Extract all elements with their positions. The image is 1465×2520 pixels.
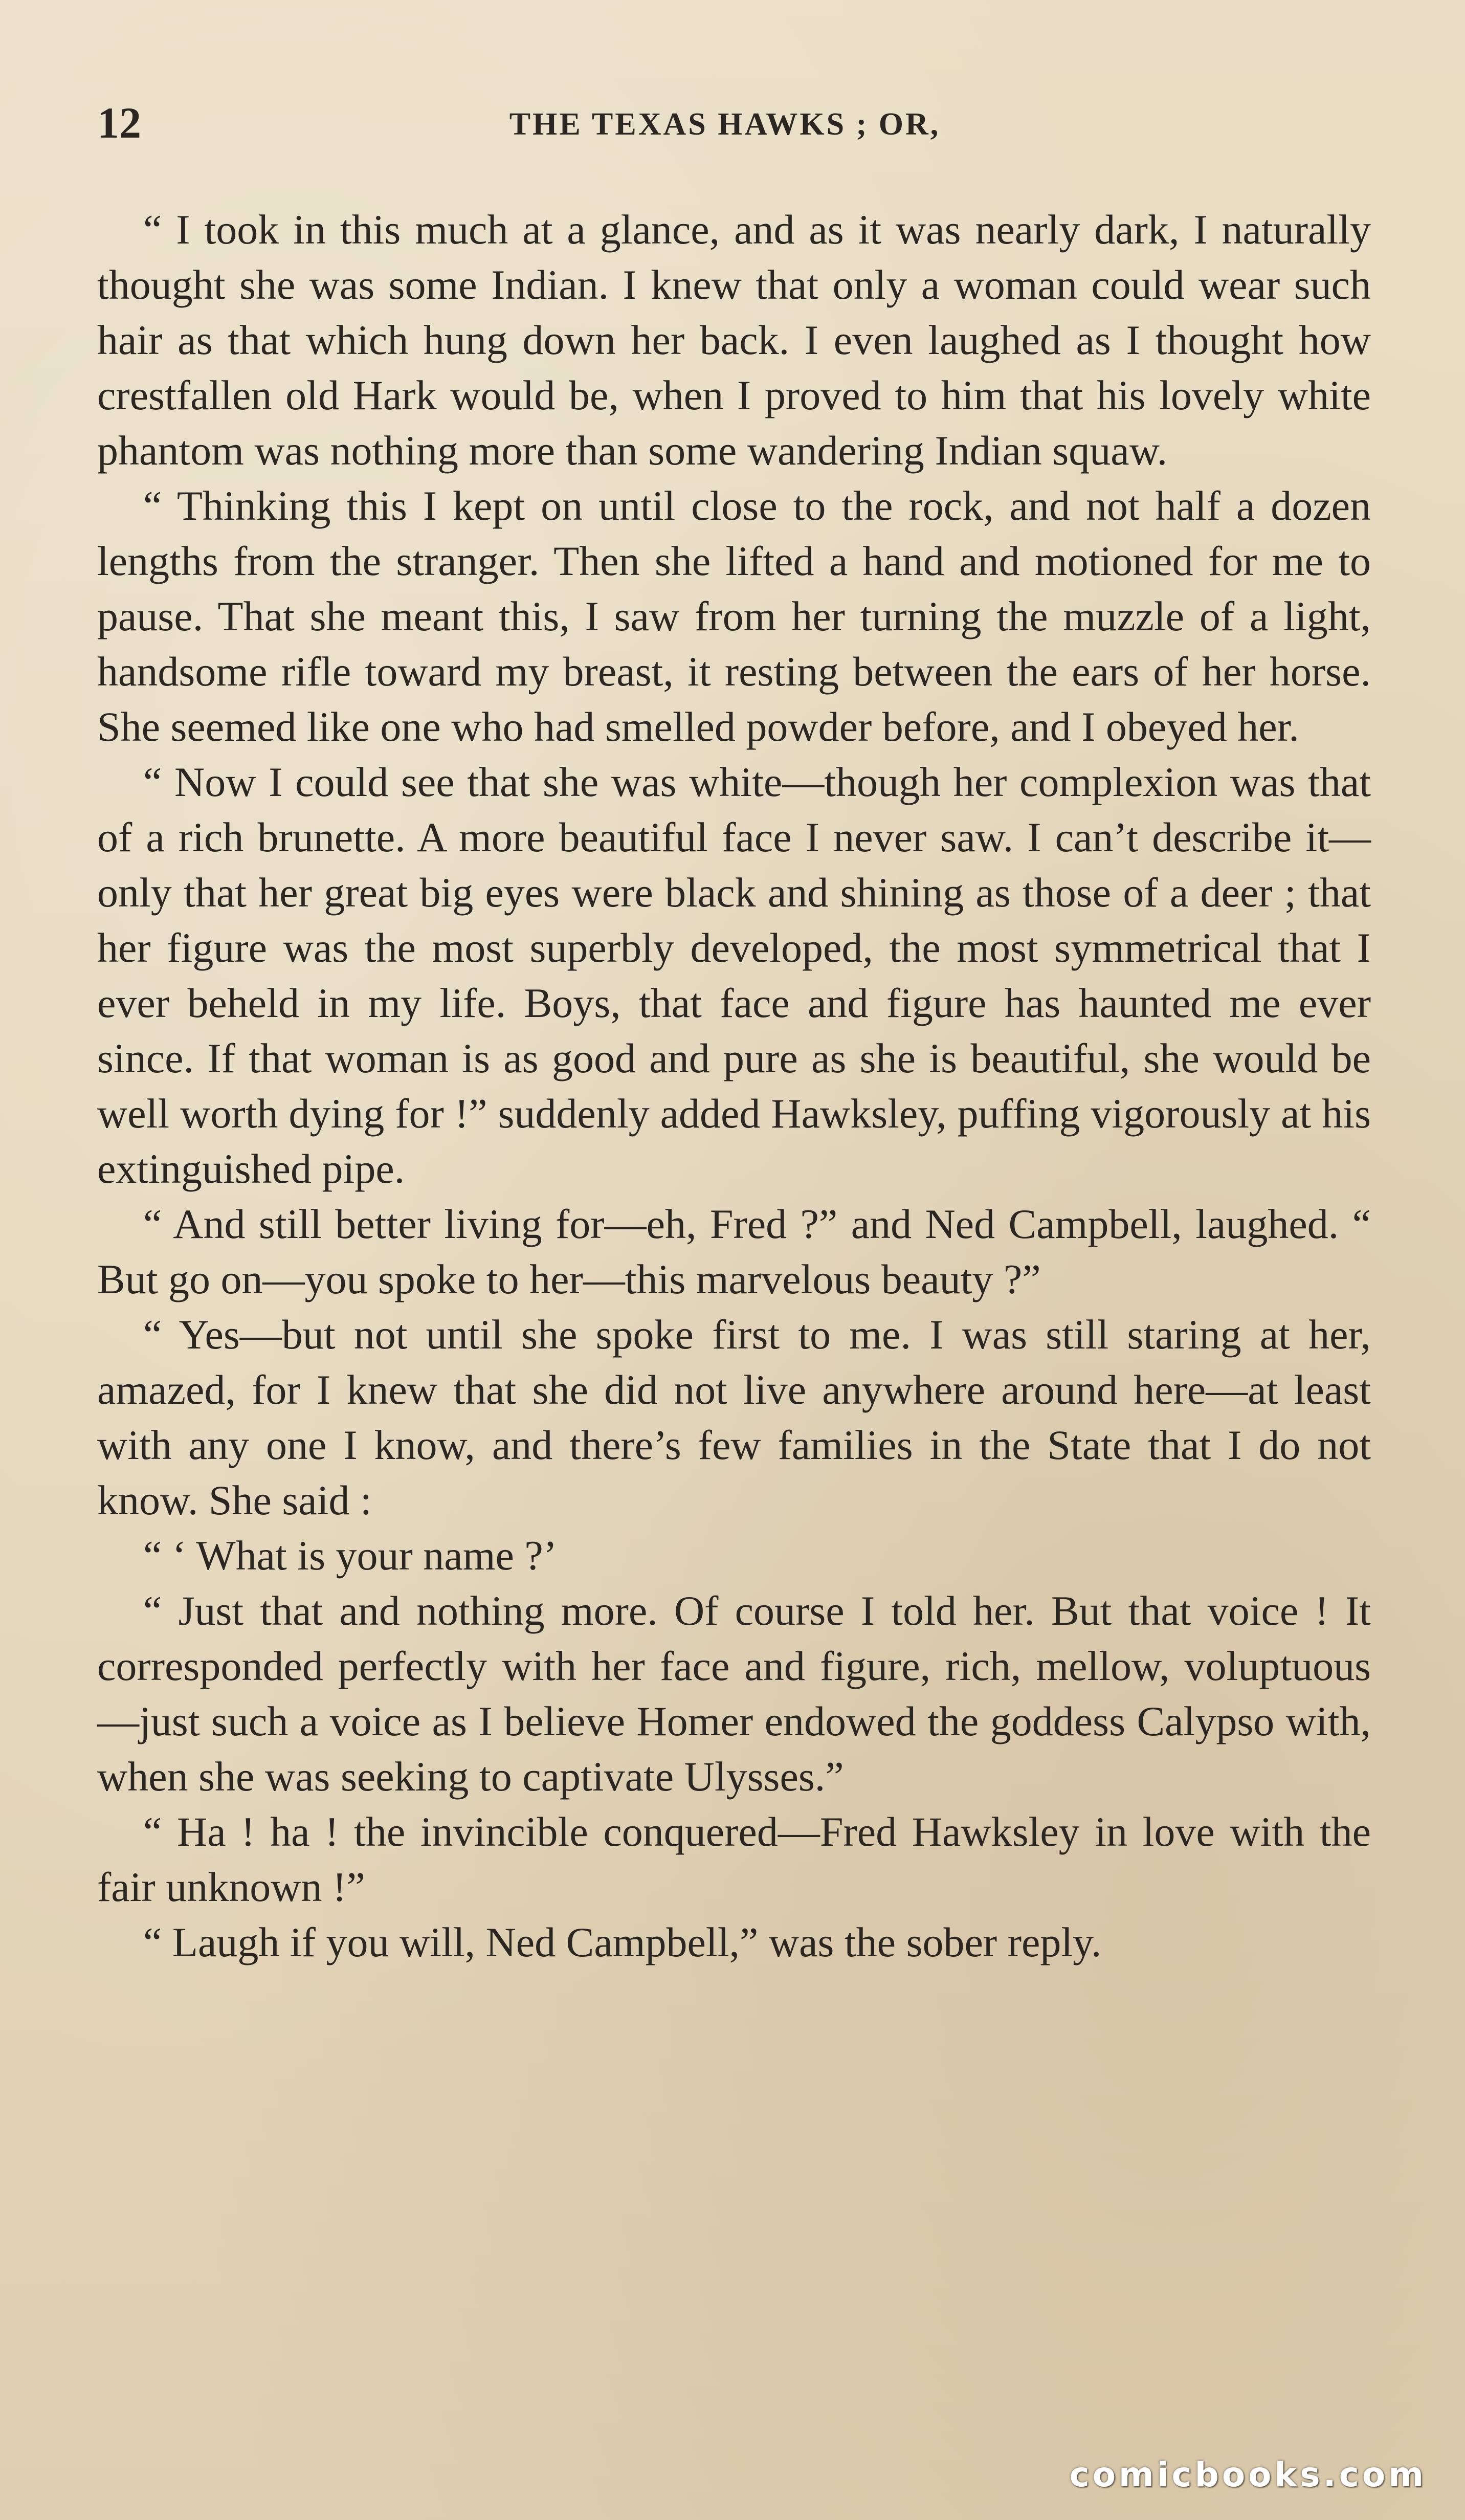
paragraph: “ Now I could see that she was white—though her complexion was that of a rich brunette. A more beautiful face I never saw. I can’t describe it—only that her great big eyes were black and shining as those of a deer ; that her figure was the most superbly developed, the most symmetrical that I ever beheld in my life. Boys, that face and figure has haunted me ever since. If that woman is as good and pure as she is beautiful, she would be well worth dying for !” suddenly added Hawksley, puffing vigorously at his extinguished pipe. <box>97 759 1371 1192</box>
paragraph: “ Yes—but not until she spoke first to me. I was still staring at her, amazed, for I knew that she did not live anywhere around here—at least with any one I know, and there’s few families in the State that I do not know. She said : <box>97 1311 1371 1523</box>
page-header <box>97 97 1352 148</box>
running-title: THE TEXAS HAWKS ; OR, <box>509 107 941 142</box>
paragraph: “ Just that and nothing more. Of course I told her. But that voice ! It corresponded perfectly with her face and figure, rich, mellow, voluptuous—just such a voice as I believe Homer endowed the goddess Calypso with, when she was seeking to captivate Ulysses.” <box>97 1587 1371 1800</box>
paragraph: “ I took in this much at a glance, and as it was nearly dark, I naturally thought she was some Indian. I knew that only a woman could wear such hair as that which hung down her back. I even laughed as I thought how crestfallen old Hark would be, when I proved to him that his lovely white phantom was nothing more than some wandering Indian squaw. <box>97 206 1371 474</box>
paragraph: “ And still better living for—eh, Fred ?” and Ned Campbell, laughed. “ But go on—you spoke to her—this marvelous beauty ?” <box>97 1201 1371 1302</box>
page-number: 12 <box>97 98 141 147</box>
body-text <box>97 202 1371 1970</box>
paragraph: “ Thinking this I kept on until close to the rock, and not half a dozen lengths from the stranger. Then she lifted a hand and motioned for me to pause. That she meant this, I saw from her turning the muzzle of a light, handsome rifle toward my breast, it resting between the ears of her horse. She seemed like one who had smelled powder before, and I obeyed her. <box>97 482 1371 750</box>
paragraph: “ ‘ What is your name ?’ <box>143 1532 558 1579</box>
watermark: comicbooks.com <box>1069 2455 1427 2494</box>
paragraph: “ Ha ! ha ! the invincible conquered—Fred Hawksley in love with the fair unknown !” <box>97 1808 1371 1910</box>
paragraph: “ Laugh if you will, Ned Campbell,” was the sober reply. <box>143 1919 1102 1965</box>
